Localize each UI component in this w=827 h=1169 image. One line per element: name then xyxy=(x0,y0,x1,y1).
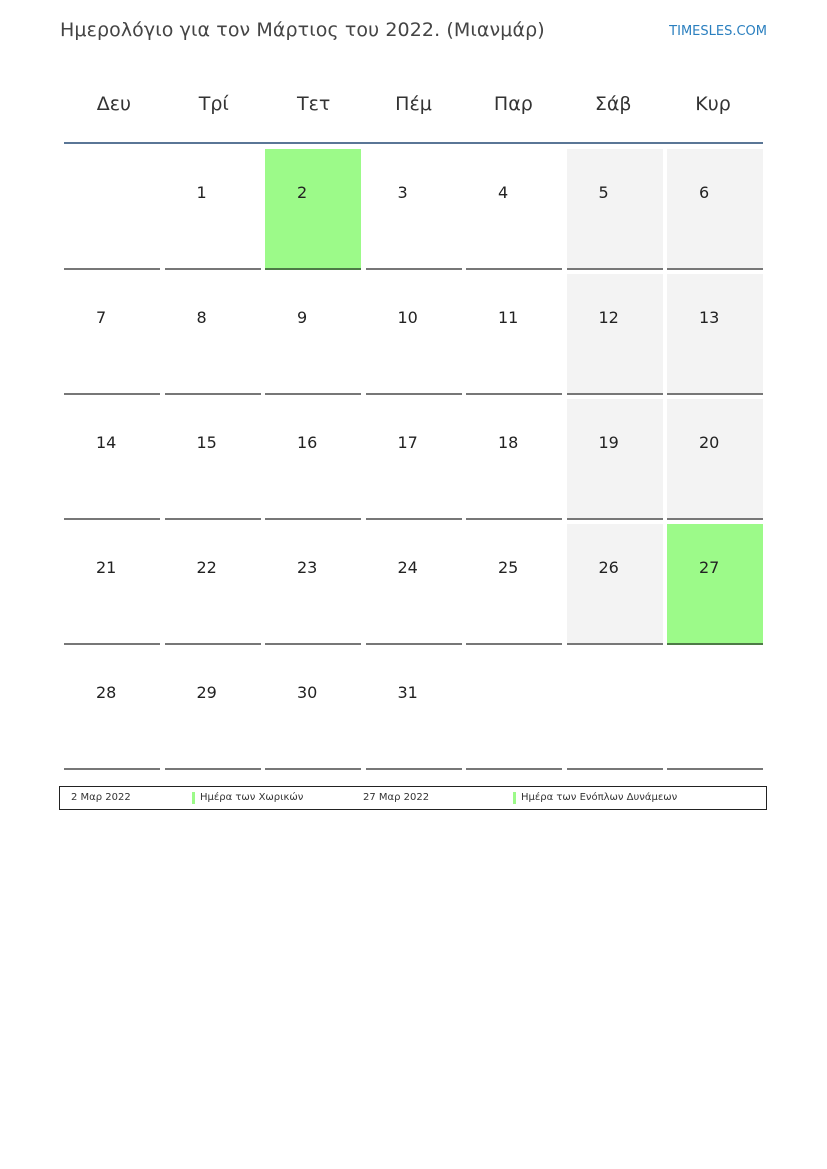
day-cell-holiday xyxy=(265,149,361,270)
day-number: 24 xyxy=(397,558,418,577)
day-number: 31 xyxy=(397,683,418,702)
day-number: 5 xyxy=(598,183,609,202)
holiday-name: Ημέρα των Χωρικών xyxy=(200,792,304,803)
day-cell xyxy=(366,649,462,770)
weekday-wed: Τετ xyxy=(296,93,331,115)
day-number: 20 xyxy=(699,433,720,452)
day-number: 30 xyxy=(297,683,318,702)
day-cell xyxy=(265,399,361,520)
day-number: 12 xyxy=(598,308,619,327)
day-cell xyxy=(366,149,462,270)
holiday-marker xyxy=(513,792,516,804)
day-number: 2 xyxy=(297,183,308,202)
day-number: 7 xyxy=(96,308,107,327)
day-cell xyxy=(466,524,562,645)
day-number: 26 xyxy=(598,558,619,577)
day-cell xyxy=(165,399,261,520)
day-cell xyxy=(366,399,462,520)
day-number: 10 xyxy=(397,308,418,327)
day-cell-weekend xyxy=(567,149,663,270)
day-number: 14 xyxy=(96,433,117,452)
day-number: 22 xyxy=(196,558,217,577)
calendar-grid xyxy=(64,149,763,770)
brand-link[interactable]: TIMESLES.COM xyxy=(669,24,767,39)
day-cell xyxy=(265,274,361,395)
day-cell xyxy=(165,274,261,395)
page-title: Ημερολόγιο για τον Μάρτιος του 2022. (Μιανμάρ) xyxy=(60,19,545,41)
holiday-date: 27 Μαρ 2022 xyxy=(363,792,430,803)
day-cell-weekend xyxy=(567,274,663,395)
day-cell xyxy=(466,399,562,520)
day-number: 19 xyxy=(598,433,619,452)
day-cell-weekend xyxy=(667,149,763,270)
day-number: 21 xyxy=(96,558,117,577)
day-number: 6 xyxy=(699,183,710,202)
day-cell xyxy=(165,649,261,770)
day-number: 3 xyxy=(397,183,408,202)
day-cell-holiday xyxy=(667,524,763,645)
day-number: 1 xyxy=(196,183,207,202)
holiday-date: 2 Μαρ 2022 xyxy=(71,792,131,803)
day-number: 16 xyxy=(297,433,318,452)
weekday-fri: Παρ xyxy=(493,93,533,115)
weekday-thu: Πέμ xyxy=(395,93,432,115)
day-cell xyxy=(165,149,261,270)
day-cell xyxy=(265,524,361,645)
day-cell-empty xyxy=(466,649,562,770)
day-number: 8 xyxy=(196,308,207,327)
weekday-mon: Δευ xyxy=(96,93,132,115)
day-number: 27 xyxy=(699,558,720,577)
day-number: 15 xyxy=(196,433,217,452)
day-number: 29 xyxy=(196,683,217,702)
day-cell xyxy=(466,149,562,270)
day-number: 9 xyxy=(297,308,308,327)
day-number: 23 xyxy=(297,558,318,577)
day-cell xyxy=(165,524,261,645)
day-cell-empty xyxy=(667,649,763,770)
day-cell xyxy=(64,274,160,395)
day-cell-weekend xyxy=(567,524,663,645)
day-cell xyxy=(366,274,462,395)
weekday-tue: Τρί xyxy=(198,93,229,115)
weekday-sun: Κυρ xyxy=(695,93,731,115)
day-cell xyxy=(265,649,361,770)
weekday-header xyxy=(64,88,763,144)
day-number: 11 xyxy=(498,308,519,327)
day-number: 28 xyxy=(96,683,117,702)
day-cell xyxy=(64,524,160,645)
day-cell xyxy=(466,274,562,395)
holiday-legend xyxy=(59,786,767,810)
holiday-name: Ημέρα των Ενόπλων Δυνάμεων xyxy=(521,792,678,803)
day-cell-weekend xyxy=(667,274,763,395)
day-number: 13 xyxy=(699,308,720,327)
day-cell xyxy=(366,524,462,645)
day-number: 17 xyxy=(397,433,418,452)
day-number: 18 xyxy=(498,433,519,452)
day-cell xyxy=(64,649,160,770)
day-cell-weekend xyxy=(567,399,663,520)
day-cell-weekend xyxy=(667,399,763,520)
weekday-sat: Σάβ xyxy=(594,93,632,115)
day-cell xyxy=(64,149,160,270)
day-cell xyxy=(64,399,160,520)
holiday-marker xyxy=(192,792,195,804)
day-cell-empty xyxy=(567,649,663,770)
day-number: 4 xyxy=(498,183,509,202)
day-number: 25 xyxy=(498,558,519,577)
